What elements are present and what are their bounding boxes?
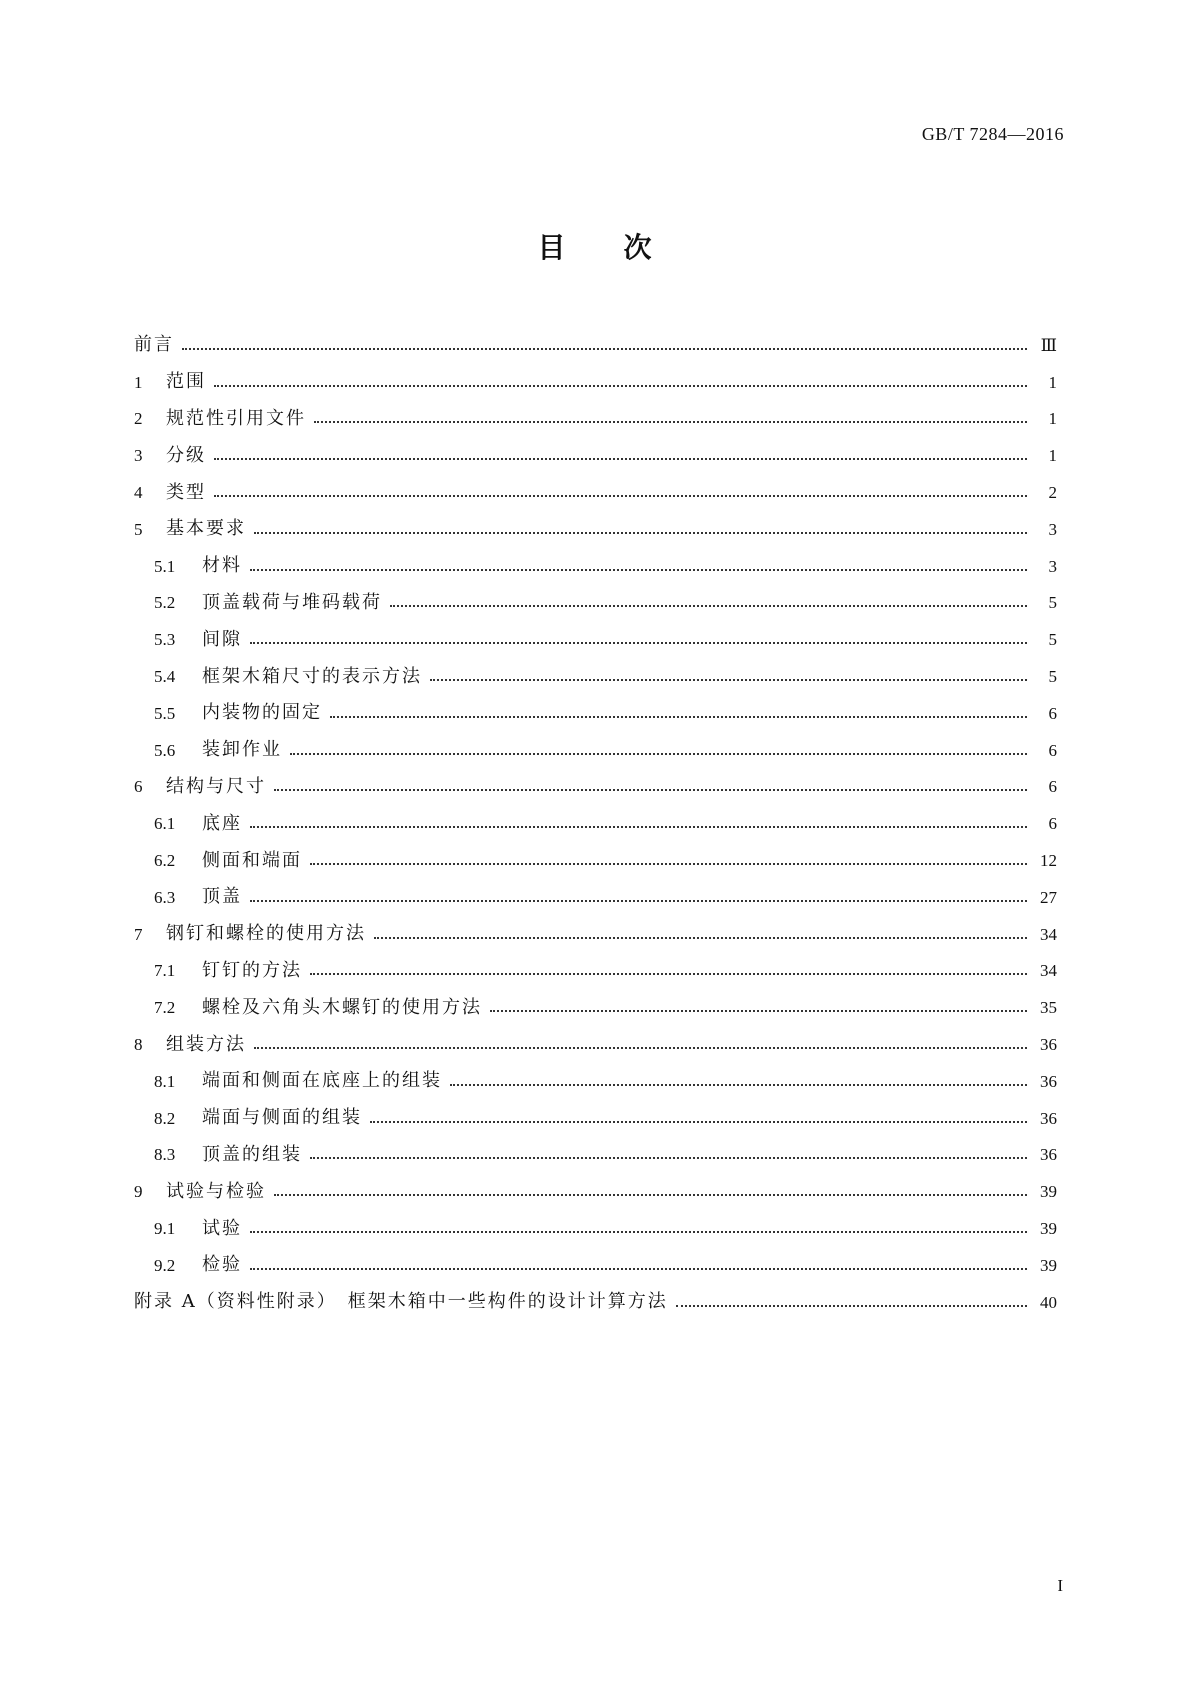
table-of-contents — [134, 327, 1057, 1321]
toc-entry-title: 顶盖 — [202, 886, 242, 908]
toc-entry[interactable] — [134, 842, 1057, 879]
toc-entry-number: 7.1 — [154, 961, 176, 981]
toc-entry-number: 7.2 — [154, 998, 176, 1018]
toc-entry-title: 间隙 — [202, 628, 242, 650]
toc-entry[interactable] — [134, 805, 1057, 842]
toc-entry-number: 5.6 — [154, 740, 176, 760]
toc-entry[interactable] — [134, 695, 1057, 732]
toc-entry-number: 3 — [134, 446, 143, 466]
toc-dot-leader — [390, 604, 1027, 607]
toc-entry[interactable] — [134, 474, 1057, 511]
toc-dot-leader — [250, 641, 1027, 644]
toc-entry-title: 规范性引用文件 — [166, 407, 306, 429]
toc-entry-title: 组装方法 — [166, 1033, 246, 1055]
toc-dot-leader — [310, 972, 1027, 975]
toc-entry-number: 9.1 — [154, 1219, 176, 1239]
toc-entry-page: 35 — [1040, 998, 1057, 1018]
toc-entry-title: 检验 — [202, 1254, 242, 1276]
page-number: I — [1057, 1576, 1063, 1595]
toc-entry-page: 40 — [1040, 1292, 1057, 1312]
toc-entry-title: 材料 — [202, 555, 242, 577]
toc-dot-leader — [310, 1156, 1027, 1159]
toc-entry-page: 6 — [1048, 703, 1057, 723]
toc-entry-title: 类型 — [166, 481, 206, 503]
toc-entry-number: 8.1 — [154, 1071, 176, 1091]
toc-entry-title: 端面和侧面在底座上的组装 — [202, 1070, 442, 1092]
toc-entry-page: 39 — [1040, 1182, 1057, 1202]
toc-entry-title: 前言 — [134, 334, 174, 356]
toc-entry-page: 6 — [1048, 814, 1057, 834]
toc-entry-number: 7 — [134, 924, 143, 944]
toc-dot-leader — [214, 494, 1027, 497]
toc-entry-page: 27 — [1040, 887, 1057, 907]
toc-dot-leader — [214, 384, 1027, 387]
toc-entry-page: 5 — [1048, 667, 1057, 687]
toc-entry-number: 8 — [134, 1035, 143, 1055]
standard-code: GB/T 7284—2016 — [921, 124, 1064, 144]
toc-entry-title: 试验 — [202, 1217, 242, 1239]
toc-entry-number: 6 — [134, 777, 143, 797]
toc-entry[interactable] — [134, 879, 1057, 916]
toc-entry[interactable] — [134, 1247, 1057, 1284]
toc-entry[interactable] — [134, 548, 1057, 585]
toc-entry-title: 侧面和端面 — [202, 849, 302, 871]
toc-entry-title: 底座 — [202, 812, 242, 834]
toc-entry-number: 5.1 — [154, 556, 176, 576]
toc-entry-number: 5.3 — [154, 630, 176, 650]
toc-entry-number: 5.5 — [154, 703, 176, 723]
toc-dot-leader — [310, 862, 1027, 865]
toc-dot-leader — [250, 825, 1027, 828]
toc-dot-leader — [490, 1009, 1027, 1012]
toc-entry-number: 6.2 — [154, 851, 176, 871]
toc-dot-leader — [182, 347, 1027, 350]
toc-entry-number: 4 — [134, 483, 143, 503]
toc-entry-number: 6.3 — [154, 887, 176, 907]
toc-entry-title: 螺栓及六角头木螺钉的使用方法 — [202, 996, 482, 1018]
toc-entry[interactable] — [134, 1063, 1057, 1100]
toc-entry-page: 36 — [1040, 1071, 1057, 1091]
toc-entry-title: 试验与检验 — [166, 1180, 266, 1202]
toc-dot-leader — [274, 1193, 1027, 1196]
toc-entry-page: 5 — [1048, 630, 1057, 650]
toc-entry-title: 结构与尺寸 — [166, 775, 266, 797]
toc-dot-leader — [214, 457, 1027, 460]
toc-entry-title: 框架木箱尺寸的表示方法 — [202, 665, 422, 687]
toc-dot-leader — [370, 1120, 1027, 1123]
toc-entry-page: 2 — [1048, 483, 1057, 503]
toc-dot-leader — [314, 420, 1027, 423]
page-title — [0, 226, 1191, 266]
toc-entry-page: 1 — [1048, 409, 1057, 429]
toc-dot-leader — [290, 752, 1027, 755]
toc-entry-page: 6 — [1048, 740, 1057, 760]
toc-dot-leader — [250, 899, 1027, 902]
toc-entry-page: 3 — [1048, 556, 1057, 576]
toc-entry-title: 顶盖载荷与堆码载荷 — [202, 591, 382, 613]
toc-entry[interactable] — [134, 585, 1057, 622]
toc-entry-page: 3 — [1048, 519, 1057, 539]
toc-entry-title: 内装物的固定 — [202, 702, 322, 724]
toc-entry[interactable] — [134, 1100, 1057, 1137]
toc-entry-page: 5 — [1048, 593, 1057, 613]
toc-entry-title: 端面与侧面的组装 — [202, 1107, 362, 1129]
toc-entry-page: 39 — [1040, 1219, 1057, 1239]
page-title-char-1: 目 — [537, 231, 568, 264]
toc-dot-leader — [274, 788, 1027, 791]
toc-entry-number: 6.1 — [154, 814, 176, 834]
toc-entry-title: 钢钉和螺栓的使用方法 — [166, 923, 366, 945]
toc-entry-title: 范围 — [166, 371, 206, 393]
toc-entry[interactable] — [134, 364, 1057, 401]
toc-dot-leader — [330, 715, 1027, 718]
toc-entry-number: 1 — [134, 372, 143, 392]
toc-dot-leader — [250, 1230, 1027, 1233]
toc-entry-number: 5.2 — [154, 593, 176, 613]
toc-entry-title: 分级 — [166, 444, 206, 466]
toc-entry[interactable] — [134, 732, 1057, 769]
toc-entry[interactable] — [134, 916, 1057, 953]
toc-entry-number: 5.4 — [154, 667, 176, 687]
toc-entry[interactable] — [134, 989, 1057, 1026]
toc-dot-leader — [374, 936, 1027, 939]
toc-entry[interactable] — [134, 1026, 1057, 1063]
toc-entry-page: 36 — [1040, 1108, 1057, 1128]
toc-entry-page: 1 — [1048, 446, 1057, 466]
toc-entry[interactable] — [134, 401, 1057, 438]
toc-entry-page: 36 — [1040, 1145, 1057, 1165]
toc-entry[interactable] — [134, 511, 1057, 548]
toc-entry[interactable] — [134, 327, 1057, 364]
toc-entry-title: 装卸作业 — [202, 739, 282, 761]
toc-entry-number: 9.2 — [154, 1255, 176, 1275]
toc-entry-title: 基本要求 — [166, 518, 246, 540]
toc-dot-leader — [250, 568, 1027, 571]
toc-entry-page: 34 — [1040, 961, 1057, 981]
toc-entry-number: 9 — [134, 1182, 143, 1202]
toc-entry[interactable] — [134, 769, 1057, 806]
toc-entry-page: 1 — [1048, 372, 1057, 392]
toc-dot-leader — [250, 1267, 1027, 1270]
toc-entry-title: 附录 A（资料性附录） 框架木箱中一些构件的设计计算方法 — [134, 1291, 668, 1313]
toc-entry-page: 6 — [1048, 777, 1057, 797]
page-title-char-2: 次 — [623, 231, 654, 264]
toc-entry[interactable] — [134, 1173, 1057, 1210]
toc-entry-title: 钉钉的方法 — [202, 959, 302, 981]
toc-entry[interactable] — [134, 437, 1057, 474]
toc-entry-number: 2 — [134, 409, 143, 429]
toc-entry-title: 顶盖的组装 — [202, 1143, 302, 1165]
toc-dot-leader — [450, 1083, 1027, 1086]
toc-entry[interactable] — [134, 1284, 1057, 1321]
toc-entry-number: 8.3 — [154, 1145, 176, 1165]
toc-entry[interactable] — [134, 658, 1057, 695]
toc-entry[interactable] — [134, 1210, 1057, 1247]
toc-dot-leader — [430, 678, 1027, 681]
toc-entry-page: 12 — [1040, 851, 1057, 871]
toc-entry-page: Ⅲ — [1040, 335, 1057, 355]
toc-entry[interactable] — [134, 1137, 1057, 1174]
toc-entry-page: 34 — [1040, 924, 1057, 944]
toc-entry[interactable] — [134, 621, 1057, 658]
toc-dot-leader — [254, 1046, 1027, 1049]
toc-dot-leader — [254, 531, 1027, 534]
toc-entry[interactable] — [134, 953, 1057, 990]
toc-entry-page: 39 — [1040, 1255, 1057, 1275]
toc-dot-leader — [676, 1304, 1027, 1307]
toc-entry-page: 36 — [1040, 1035, 1057, 1055]
toc-entry-number: 5 — [134, 519, 143, 539]
toc-entry-number: 8.2 — [154, 1108, 176, 1128]
